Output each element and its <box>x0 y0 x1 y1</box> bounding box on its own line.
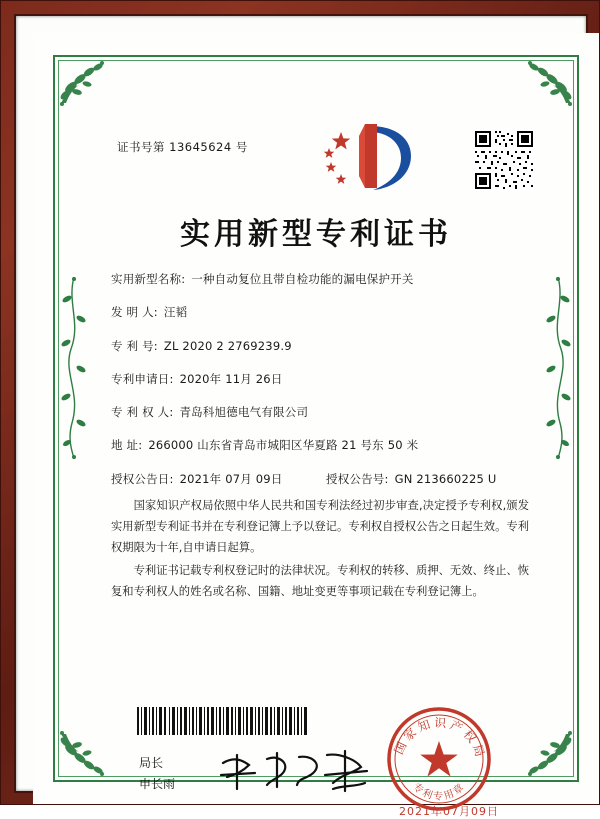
certificate-paper <box>33 33 599 818</box>
vine-ornament-icon <box>545 273 571 463</box>
legal-text <box>111 496 529 604</box>
field-label: 实用新型名称: <box>111 272 186 286</box>
handwritten-signature-icon <box>215 745 375 797</box>
leaf-ornament-icon <box>523 59 575 107</box>
field-list <box>111 271 531 503</box>
leaf-ornament-icon <box>523 730 575 778</box>
patent-office-emblem-icon <box>315 118 425 196</box>
leaf-ornament-icon <box>57 59 109 107</box>
field-grant-row <box>111 471 531 487</box>
field-label: 专 利 号: <box>111 338 158 353</box>
field-value: 一种自动复位且带自检功能的漏电保护开关 <box>191 272 414 286</box>
field-label: 专利申请日: <box>111 371 174 386</box>
svg-text:专利专用章: 专利专用章 <box>410 781 468 803</box>
qr-code-icon <box>473 129 535 191</box>
field-label: 发 明 人: <box>111 305 158 320</box>
field-value: 266000 山东省青岛市城阳区华夏路 21 号东 50 米 <box>148 438 419 453</box>
barcode-icon <box>137 707 307 735</box>
field-patent-number <box>111 338 531 355</box>
field-application-date <box>111 371 531 388</box>
field-utility-model-name <box>111 271 531 288</box>
legal-paragraph: 专利证书记载专利权登记时的法律状况。专利权的转移、质押、无效、终止、恢复和专利权人的姓名或名称、国籍、地址变更等事项记载在专利登记簿上。 <box>111 563 529 598</box>
svg-text:国家知识产权局: 国家知识产权局 <box>391 715 488 762</box>
field-grant-publication-number <box>326 471 496 487</box>
field-value: 青岛科旭德电气有限公司 <box>179 405 309 419</box>
legal-paragraph: 国家知识产权局依照中华人民共和国专利法经过初步审查,决定授予专利权,颁发实用新型专利证书并在专利登记簿上予以登记。专利权自授权公告之日起生效。专利权期限为十年,自申请日起算。 <box>111 499 529 554</box>
field-address <box>111 437 531 454</box>
field-label: 地 址: <box>111 438 143 453</box>
field-value: 2021年 07月 09日 <box>179 471 283 486</box>
director-name: 申长雨 <box>139 777 176 791</box>
seal-date: 2021年07月09日 <box>399 805 499 818</box>
field-value: ZL 2020 2 2769239.9 <box>163 338 292 353</box>
field-grant-date <box>111 471 326 487</box>
field-label: 授权公告号: <box>326 471 389 486</box>
field-inventor <box>111 304 531 321</box>
field-value: 2020年 11月 26日 <box>179 371 283 386</box>
director-label: 局长 <box>139 756 164 770</box>
vine-ornament-icon <box>61 273 87 463</box>
official-red-seal-icon <box>385 705 493 813</box>
field-value: 汪韬 <box>163 305 188 320</box>
field-label: 授权公告日: <box>111 471 174 486</box>
field-patentee <box>111 404 531 421</box>
director-block <box>139 753 175 795</box>
certificate-inner-frame <box>14 14 588 818</box>
certificate-number: 证书号第 13645624 号 <box>117 140 248 154</box>
field-value: GN 213660225 U <box>394 471 497 486</box>
page-title: 实用新型专利证书 <box>180 217 452 252</box>
field-label: 专 利 权 人: <box>111 405 174 419</box>
leaf-ornament-icon <box>57 730 109 778</box>
